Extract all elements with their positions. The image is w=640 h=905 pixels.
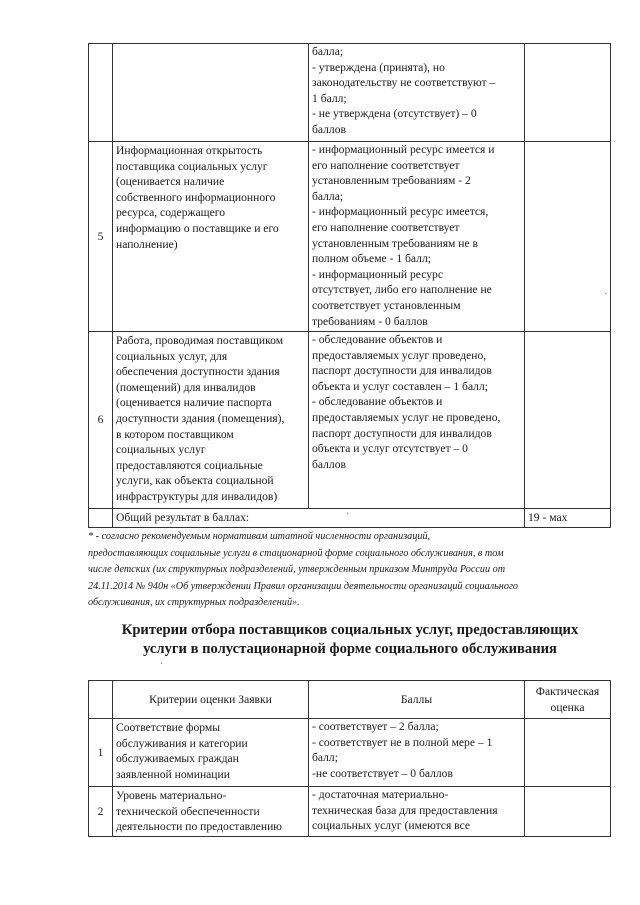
- row-number: [89, 44, 113, 142]
- text-line: балла;: [312, 45, 344, 58]
- table-header-row: [89, 681, 611, 719]
- text-line: объекта и услуг составлен – 1 балл;: [312, 379, 488, 393]
- text-line: - обследование объектов и: [312, 333, 443, 346]
- text-line: балл;: [312, 751, 338, 765]
- text-line: - информационный ресурс имеется и: [312, 143, 495, 156]
- text-line: его наполнение соответствует: [312, 158, 460, 172]
- text-line: предоставляются социальные: [116, 458, 263, 472]
- table-row: [89, 719, 611, 787]
- text-line: -не соответствует – 0 баллов: [312, 766, 453, 780]
- scan-speck: ·: [604, 289, 608, 300]
- criteria-table-semistationary: [88, 680, 611, 837]
- criteria-table-stationary: [88, 43, 611, 528]
- criterion-cell: [113, 332, 309, 509]
- text-line: собственного информационного: [116, 190, 276, 204]
- text-line: объекта и услуг отсутствует – 0: [312, 442, 468, 456]
- footnote-line: * - согласно рекомендуемым нормативам штатной численности организаций,: [88, 531, 431, 542]
- text-line: деятельности по предоставлению: [116, 820, 282, 834]
- points-cell: [309, 787, 525, 837]
- table-row: [89, 332, 611, 509]
- header-score: [525, 681, 611, 719]
- text-line: - соответствует – 2 балла;: [312, 720, 439, 733]
- text-line: Работа, проводимая поставщиком: [116, 334, 284, 347]
- text-line: технической обеспеченности: [116, 804, 260, 818]
- points-cell: [309, 332, 525, 509]
- total-label: Общий результат в баллах:: [113, 509, 525, 528]
- criterion-cell: [113, 787, 309, 837]
- points-cell: [309, 142, 525, 332]
- text-line: оценка: [550, 700, 585, 714]
- text-line: предоставляемых услуг проведено,: [312, 348, 487, 362]
- text-line: обеспечения доступности здания: [116, 365, 280, 379]
- row-number: 6: [89, 332, 113, 509]
- text-line: - соответствует не в полной мере – 1: [312, 735, 493, 749]
- total-row: [89, 509, 611, 528]
- text-line: установленным требованиям - 2: [312, 174, 471, 188]
- text-line: установленным требованиям не в: [312, 236, 478, 250]
- criterion-cell: [113, 44, 309, 142]
- text-line: Уровень материально-: [116, 789, 227, 802]
- text-line: заявленной номинации: [116, 767, 230, 781]
- points-cell: [309, 719, 525, 787]
- text-line: требованиям - 0 баллов: [312, 314, 428, 328]
- text-line: наполнение): [116, 237, 178, 251]
- text-line: поставщика социальных услуг: [116, 159, 268, 173]
- text-line: социальных услуг, для: [116, 349, 228, 363]
- text-line: ресурса, содержащего: [116, 206, 225, 220]
- text-line: услуги, как объекта социальной: [116, 474, 274, 488]
- scan-speck: ·: [160, 659, 164, 670]
- text-line: паспорт доступности для инвалидов: [312, 364, 492, 378]
- footnote-line: числе детских (их структурных подразделений, утвержденным приказом Минтруда России от: [88, 564, 506, 575]
- text-line: социальных услуг (имеются все: [312, 819, 471, 833]
- section-heading: [60, 621, 640, 659]
- text-line: 1 балл;: [312, 91, 347, 105]
- text-line: полном объеме - 1 балл;: [312, 252, 431, 266]
- text-line: (помещений) для инвалидов: [116, 380, 256, 394]
- text-line: его наполнение соответствует: [312, 220, 460, 234]
- row-number: 5: [89, 142, 113, 332]
- text-line: доступности здания (помещения),: [116, 411, 285, 425]
- text-line: инфраструктуры для инвалидов): [116, 489, 278, 503]
- text-line: балла;: [312, 189, 344, 203]
- table-row: [89, 787, 611, 837]
- text-line: информацию о поставщике и его: [116, 221, 279, 235]
- score-cell: [525, 719, 611, 787]
- text-line: Информационная открытость: [116, 144, 263, 157]
- heading-line: Критерии отбора поставщиков социальных услуг, предоставляющих: [121, 622, 579, 638]
- heading-line: услуги в полустационарной форме социального обслуживания: [143, 641, 557, 657]
- text-line: в котором поставщиком: [116, 427, 234, 441]
- text-line: техническая база для предоставления: [312, 803, 498, 817]
- text-line: Фактическая: [535, 684, 600, 698]
- text-line: - информационный ресурс имеется,: [312, 205, 489, 219]
- score-cell: [525, 787, 611, 837]
- header-points: Баллы: [309, 681, 525, 719]
- text-line: (оценивается наличие: [116, 175, 225, 189]
- text-line: обслуживания и категории: [116, 736, 248, 750]
- text-line: - не утверждена (отсутствует) – 0: [312, 107, 477, 121]
- footnote-line: предоставляющих социальные услуги в стационарной форме социального обслуживания, в том: [88, 547, 504, 559]
- score-cell: [525, 44, 611, 142]
- text-line: законодательству не соответствуют –: [312, 76, 496, 90]
- text-line: - достаточная материально-: [312, 788, 449, 801]
- text-line: соответствует установленным: [312, 298, 461, 312]
- header-number: [89, 681, 113, 719]
- text-line: обслуживаемых граждан: [116, 752, 239, 766]
- text-line: предоставляемых услуг не проведено,: [312, 410, 501, 424]
- table-row: [89, 44, 611, 142]
- total-number-cell: [89, 509, 113, 528]
- score-cell: [525, 332, 611, 509]
- text-line: паспорт доступности для инвалидов: [312, 426, 492, 440]
- row-number: 1: [89, 719, 113, 787]
- text-line: - утверждена (принята), но: [312, 60, 445, 74]
- text-line: (оценивается наличие паспорта: [116, 396, 272, 410]
- score-cell: [525, 142, 611, 332]
- text-line: Соответствие формы: [116, 721, 220, 734]
- criterion-cell: [113, 142, 309, 332]
- table-row: [89, 142, 611, 332]
- footnote: [88, 529, 612, 612]
- total-value: 19 - мах: [525, 509, 611, 528]
- scan-speck: ·: [346, 509, 350, 520]
- footnote-line: обслуживания, их структурных подразделений».: [88, 597, 300, 608]
- text-line: баллов: [312, 457, 346, 471]
- footnote-line: 24.11.2014 № 940н «Об утверждении Правил организации деятельности организаций социального: [88, 580, 519, 592]
- text-line: социальных услуг: [116, 443, 206, 457]
- text-line: отсутствует, либо его наполнение не: [312, 283, 492, 297]
- row-number: 2: [89, 787, 113, 837]
- text-line: - обследование объектов и: [312, 395, 443, 409]
- text-line: баллов: [312, 122, 346, 136]
- header-criterion: Критерии оценки Заявки: [113, 681, 309, 719]
- points-cell: [309, 44, 525, 142]
- criterion-cell: [113, 719, 309, 787]
- text-line: - информационный ресурс: [312, 267, 443, 281]
